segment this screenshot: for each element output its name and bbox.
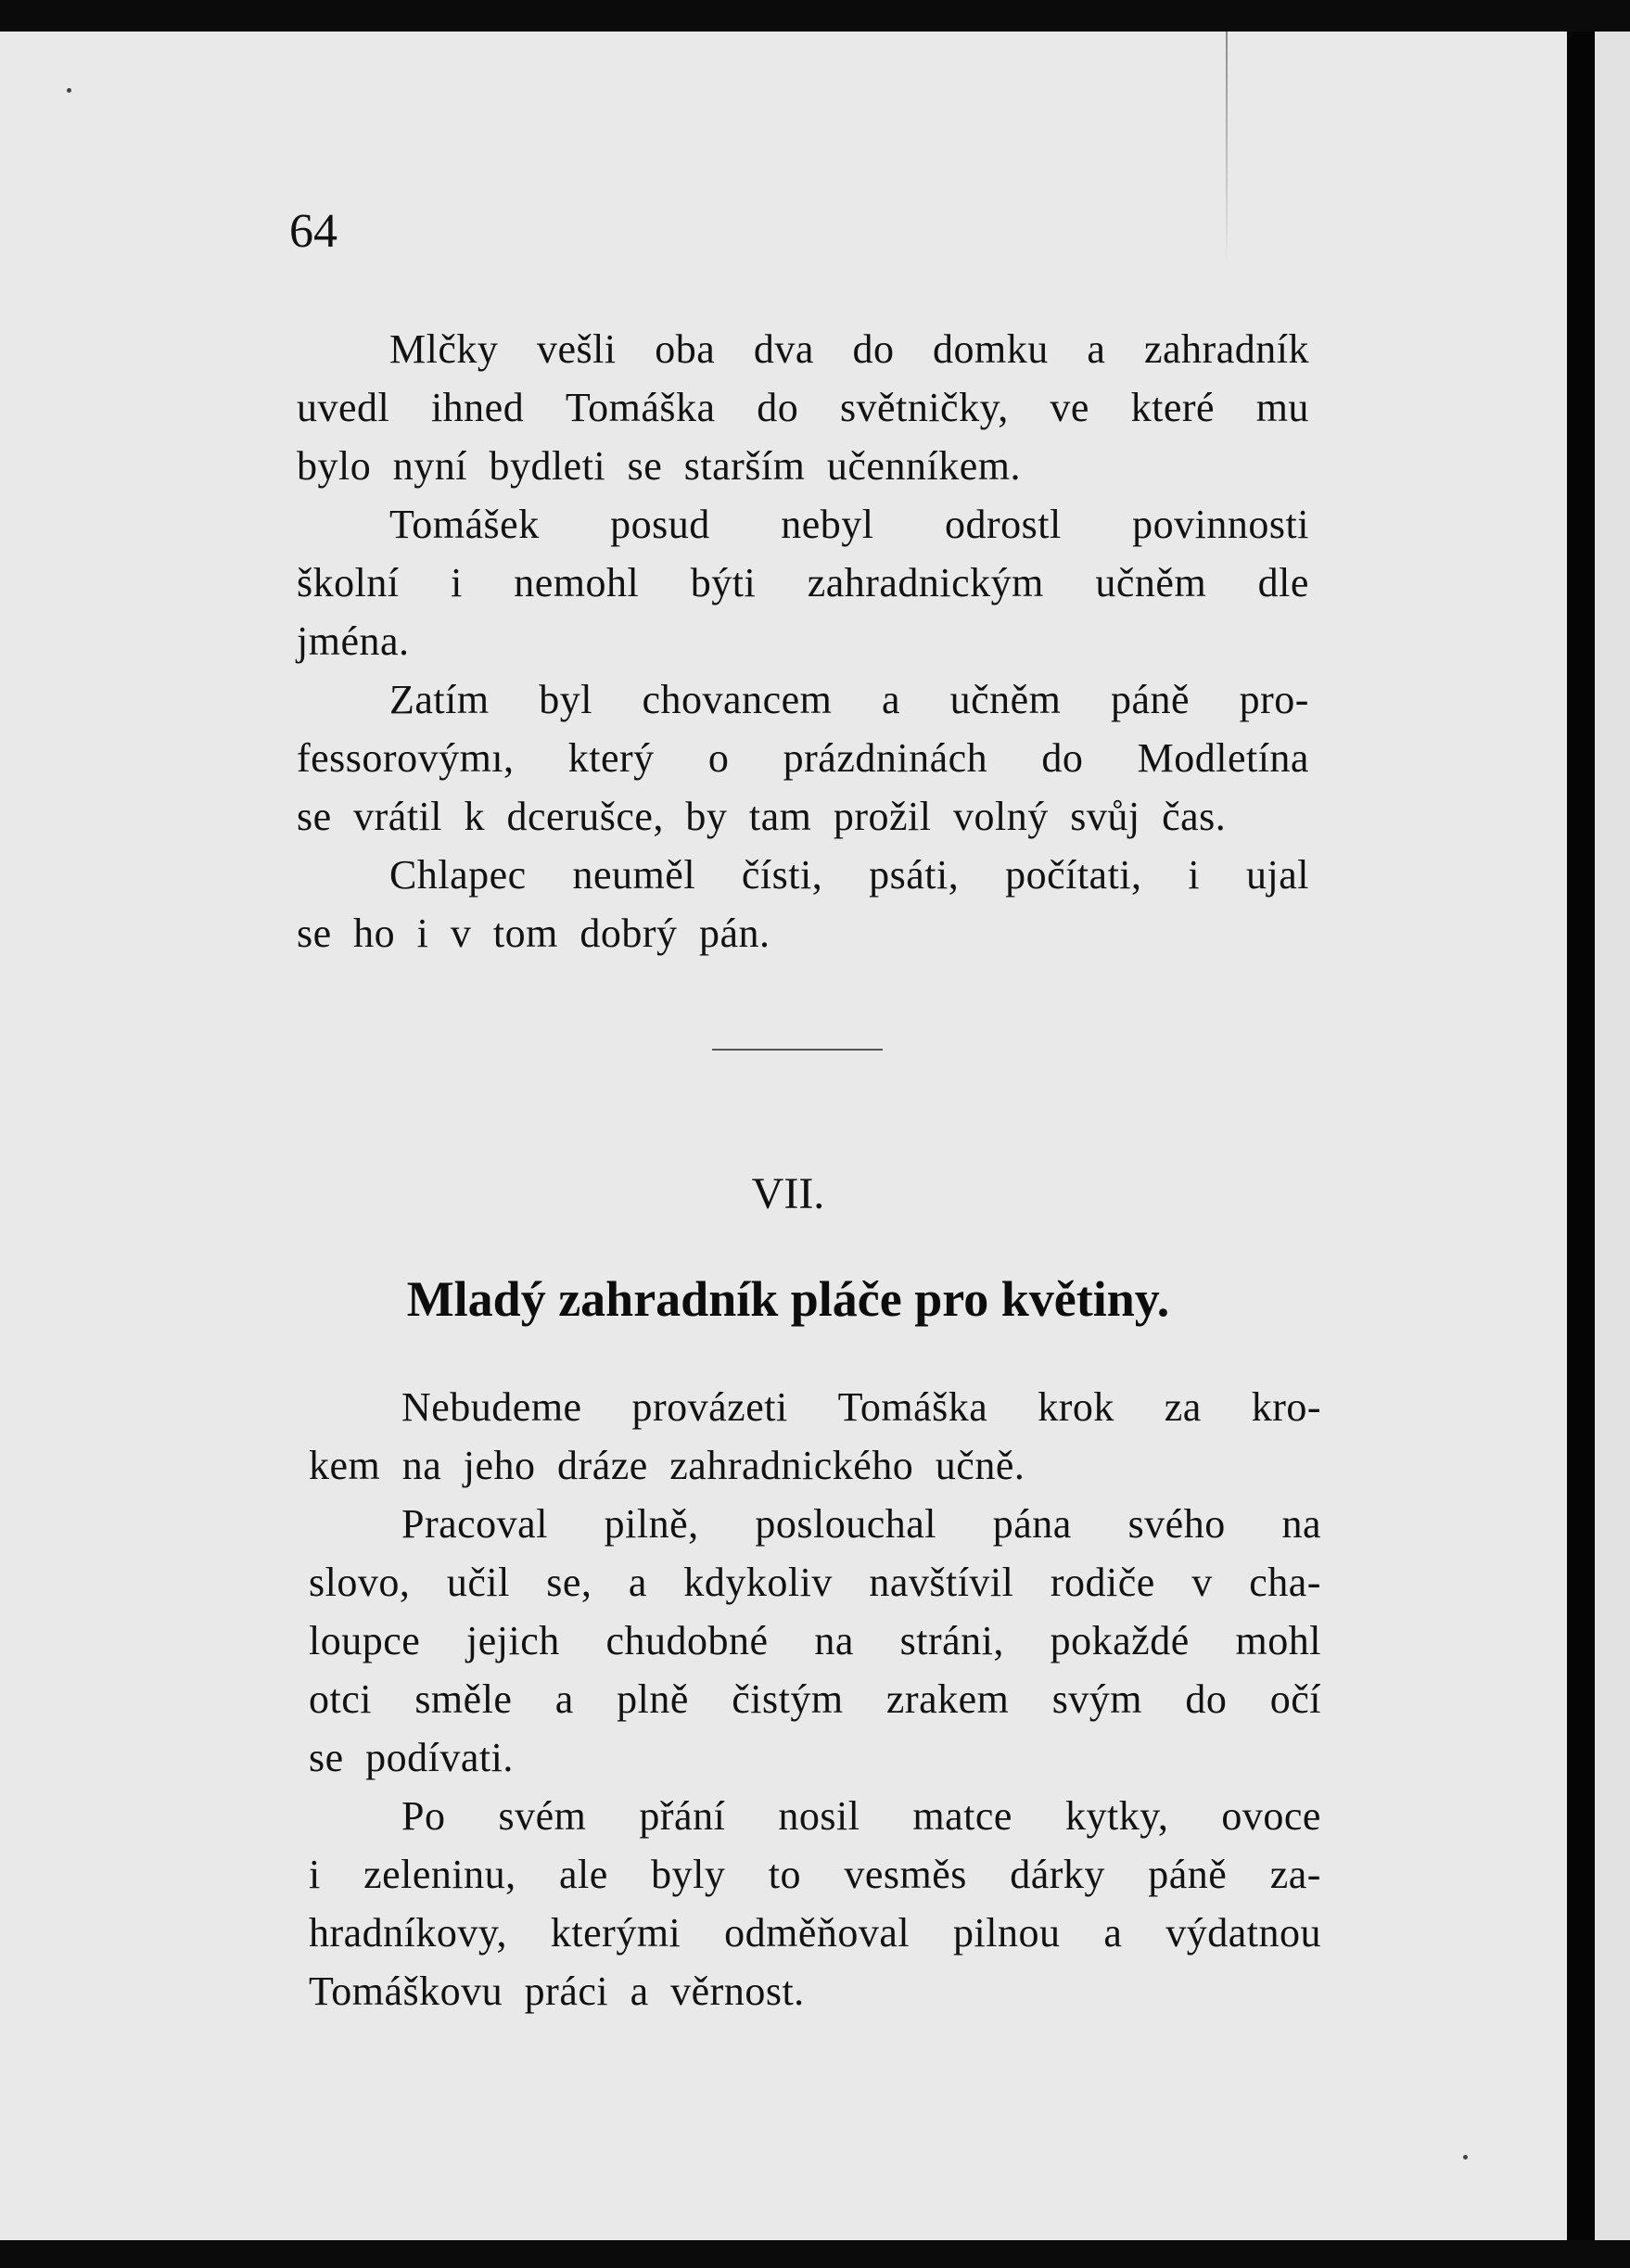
chapter-number: VII. [751, 1169, 825, 1218]
text-line: hradníkovy, kterými odměňoval pilnou a výdatnou [309, 1910, 1321, 1956]
text-line: fessorovýmı, který o prázdninách do Modletína [297, 735, 1309, 781]
text-line: Chlapec neuměl čísti, psáti, počítati, i ujal [389, 852, 1309, 898]
chapter-text [309, 1378, 1321, 2020]
text-line: Pracoval pilně, poslouchal pána svého na [401, 1501, 1321, 1547]
text-line: jména. [297, 618, 410, 664]
text-line: Nebudeme provázeti Tomáška krok za kro- [401, 1384, 1321, 1430]
text-line: i zeleninu, ale byly to vesměs dárky páně za- [309, 1852, 1321, 1897]
text-line: kem na jeho dráze zahradnického učně. [309, 1443, 1025, 1488]
text-line: Mlčky vešli oba dva do domku a zahradník [389, 326, 1309, 372]
text-line: se vrátil k dcerušce, by tam prožil volný svůj čas. [297, 794, 1227, 839]
text-line: uvedl ihned Tomáška do světničky, ve které mu [297, 385, 1309, 430]
scan-speck [1463, 2155, 1468, 2160]
text-line: otci směle a plně čistým zrakem svým do očí [309, 1676, 1321, 1722]
text-line: Zatím byl chovancem a učněm páně pro- [389, 677, 1309, 722]
scan-speck [67, 88, 71, 93]
text-line: se ho i v tom dobrý pán. [297, 911, 770, 956]
text-line: Tomášek posud nebyl odrostl povinnosti [389, 502, 1309, 547]
page-number: 64 [289, 205, 337, 258]
adjacent-page-strip [1595, 32, 1630, 2240]
section-divider [712, 1049, 883, 1051]
page-edge-shadow [1567, 32, 1595, 2240]
chapter-title: Mladý zahradník pláče pro květiny. [406, 1271, 1170, 1327]
text-line: Po svém přání nosil matce kytky, ovoce [401, 1793, 1321, 1839]
text-line: slovo, učil se, a kdykoliv navštívil rodiče v cha- [309, 1560, 1321, 1605]
text-line: bylo nyní bydleti se starším učenníkem. [297, 443, 1021, 489]
text-line: Tomáškovu práci a věrnost. [309, 1969, 805, 2014]
crease-mark [1226, 32, 1228, 263]
opening-text [297, 320, 1309, 962]
text-line: se podívati. [309, 1735, 514, 1780]
text-line: školní i nemohl býti zahradnickým učněm dle [297, 560, 1309, 605]
text-line: loupce jejich chudobné na stráni, pokaždé mohl [309, 1618, 1321, 1663]
